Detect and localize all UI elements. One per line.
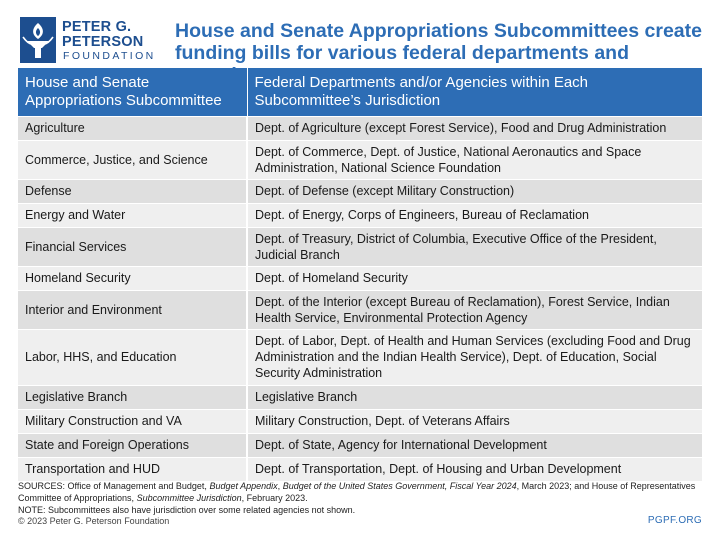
table-row <box>18 203 702 227</box>
source-publication: Subcommittee Jurisdiction <box>136 493 242 503</box>
subcommittee-cell: Interior and Environment <box>18 290 247 329</box>
header-subcommittee: House and Senate Appropriations Subcommittee <box>18 68 247 116</box>
jurisdiction-cell: Dept. of Commerce, Dept. of Justice, National Aeronautics and Space Administration, National Science Foundation <box>247 140 702 179</box>
jurisdiction-cell: Dept. of Defense (except Military Construction) <box>247 179 702 203</box>
logo-name-line1: PETER G. <box>62 19 132 35</box>
subcommittee-cell: Legislative Branch <box>18 385 247 409</box>
sources-note <box>18 480 708 516</box>
subcommittee-cell: Military Construction and VA <box>18 409 247 433</box>
note-line: NOTE: Subcommittees also have jurisdiction over some related agencies not shown. <box>18 505 356 515</box>
header-jurisdiction: Federal Departments and/or Agencies within Each Subcommittee’s Jurisdiction <box>247 68 702 116</box>
logo-name-line2: PETERSON <box>62 34 144 50</box>
table-row <box>18 290 702 329</box>
subcommittee-cell: Labor, HHS, and Education <box>18 329 247 385</box>
jurisdiction-table <box>18 68 702 481</box>
jurisdiction-cell: Dept. of State, Agency for International Development <box>247 433 702 457</box>
table-row <box>18 329 702 385</box>
header <box>0 0 720 68</box>
jurisdiction-cell: Dept. of Transportation, Dept. of Housing and Urban Development <box>247 457 702 481</box>
subcommittee-cell: Energy and Water <box>18 203 247 227</box>
table-row <box>18 385 702 409</box>
logo-foundation: FOUNDATION <box>63 50 156 62</box>
torch-logo-icon <box>20 17 56 63</box>
page-title: House and Senate Appropriations Subcommittees create funding bills for various federal departments and <box>175 20 702 64</box>
subcommittee-cell: Financial Services <box>18 227 247 266</box>
source-publication: Budget of the United States Government, Fiscal Year 2024 <box>282 481 517 491</box>
table-row <box>18 179 702 203</box>
copyright: © 2023 Peter G. Peterson Foundation <box>18 516 170 526</box>
jurisdiction-cell: Dept. of Homeland Security <box>247 266 702 290</box>
table-header-row <box>18 68 702 116</box>
table-row <box>18 409 702 433</box>
subcommittee-cell: Homeland Security <box>18 266 247 290</box>
table-row <box>18 266 702 290</box>
subcommittee-cell: Transportation and HUD <box>18 457 247 481</box>
table-row <box>18 116 702 140</box>
source-publication: Budget Appendix <box>209 481 278 491</box>
subcommittee-cell: Commerce, Justice, and Science <box>18 140 247 179</box>
site-link[interactable]: PGPF.ORG <box>647 515 702 526</box>
sources-line: SOURCES: Office of Management and Budget, Budget Appendix, Budget of the United States Government, Fiscal Year 2024, March 2023; and House of Representatives Committee of Appropriations, Subcommittee Jurisdiction, February 2023. <box>18 481 696 503</box>
subcommittee-cell: State and Foreign Operations <box>18 433 247 457</box>
jurisdiction-cell: Dept. of the Interior (except Bureau of Reclamation), Forest Service, Indian Health Service, Environmental Protection Agency <box>247 290 702 329</box>
jurisdiction-cell: Dept. of Treasury, District of Columbia, Executive Office of the President, Judicial Branch <box>247 227 702 266</box>
subcommittee-cell: Defense <box>18 179 247 203</box>
table-row <box>18 457 702 481</box>
table-row <box>18 227 702 266</box>
table-row <box>18 433 702 457</box>
table-row <box>18 140 702 179</box>
jurisdiction-cell: Military Construction, Dept. of Veterans Affairs <box>247 409 702 433</box>
jurisdiction-cell: Dept. of Labor, Dept. of Health and Human Services (excluding Food and Drug Administration and the Indian Health Service), Dept. of Education, Social Security Administration <box>247 329 702 385</box>
subcommittee-cell: Agriculture <box>18 116 247 140</box>
jurisdiction-cell: Dept. of Energy, Corps of Engineers, Bureau of Reclamation <box>247 203 702 227</box>
logo-wordmark <box>62 20 143 50</box>
jurisdiction-cell: Dept. of Agriculture (except Forest Service), Food and Drug Administration <box>247 116 702 140</box>
jurisdiction-cell: Legislative Branch <box>247 385 702 409</box>
logo[interactable] <box>20 17 160 63</box>
